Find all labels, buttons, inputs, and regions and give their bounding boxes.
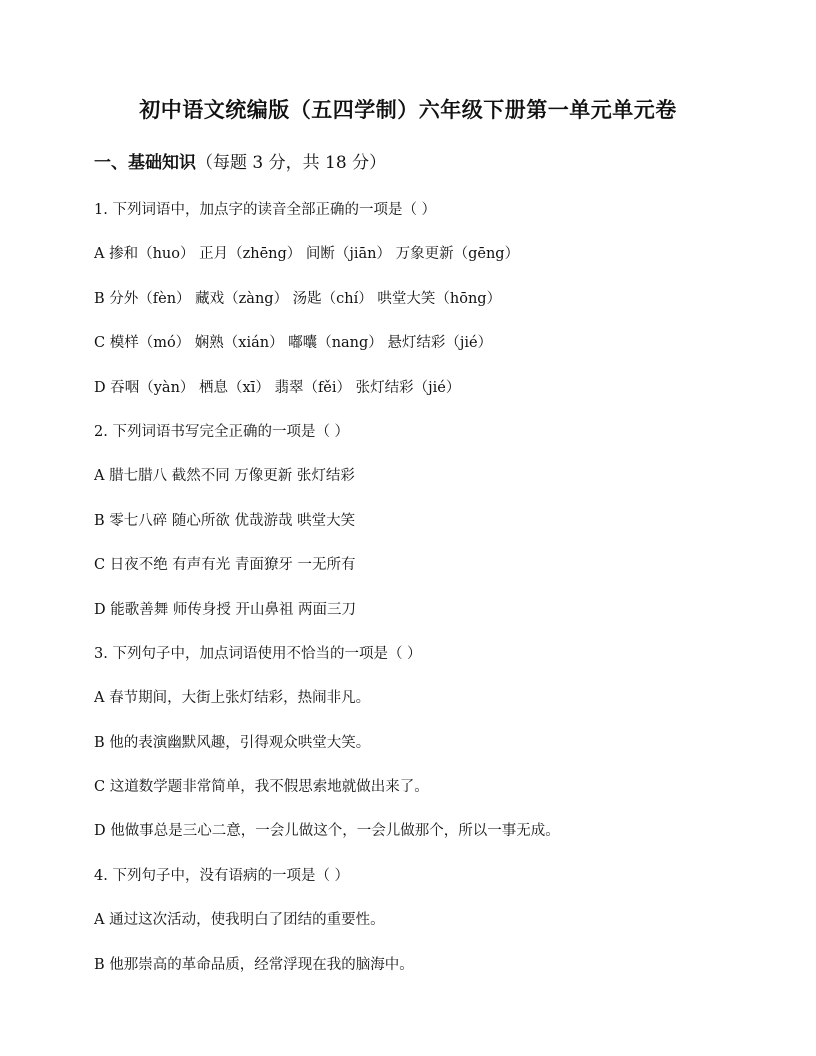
question-1-option-a: A 掺和（huo） 正月（zhēng） 间断（jiān） 万象更新（gēng） [94,246,520,263]
question-3-option-d: D 他做事总是三心二意，一会儿做这个，一会儿做那个，所以一事无成。 [94,823,560,840]
question-2-stem: 2. 下列词语书写完全正确的一项是（ ） [94,423,350,440]
question-3-stem: 3. 下列句子中，加点词语使用不恰当的一项是（ ） [94,645,422,662]
question-3-option-c: C 这道数学题非常简单，我不假思索地就做出来了。 [94,779,429,796]
question-3-option-a: A 春节期间，大街上张灯结彩，热闹非凡。 [94,690,371,707]
question-2-option-d: D 能歌善舞 师传身授 开山鼻祖 两面三刀 [94,601,357,618]
section-heading [94,148,386,173]
question-1-stem: 1. 下列词语中，加点字的读音全部正确的一项是（ ） [94,202,437,218]
section-score-note: （每题 3 分，共 18 分） [196,153,387,173]
question-2-option-b: B 零七八碎 随心所欲 优哉游哉 哄堂大笑 [94,512,356,529]
question-1-option-d: D 吞咽（yàn） 栖息（xī） 翡翠（fěi） 张灯结彩（jié） [94,379,461,396]
question-4-option-a: A 通过这次活动，使我明白了团结的重要性。 [94,912,385,929]
question-2-option-c: C 日夜不绝 有声有光 青面獠牙 一无所有 [94,557,356,574]
section-heading-label: 一、基础知识 [94,153,196,173]
question-1-option-b: B 分外（fèn） 藏戏（zàng） 汤匙（chí） 哄堂大笑（hōng） [94,290,502,307]
question-2-option-a: A 腊七腊八 截然不同 万像更新 张灯结彩 [94,468,355,485]
question-1-option-c: C 模样（mó） 娴熟（xián） 嘟囔（nang） 悬灯结彩（jié） [94,335,493,352]
question-4-stem: 4. 下列句子中，没有语病的一项是（ ） [94,867,350,884]
page-title: 初中语文统编版（五四学制）六年级下册第一单元单元卷 [139,97,677,122]
question-4-option-b: B 他那崇高的革命品质，经常浮现在我的脑海中。 [94,956,414,973]
question-list [94,196,774,995]
question-3-option-b: B 他的表演幽默风趣，引得观众哄堂大笑。 [94,734,371,751]
